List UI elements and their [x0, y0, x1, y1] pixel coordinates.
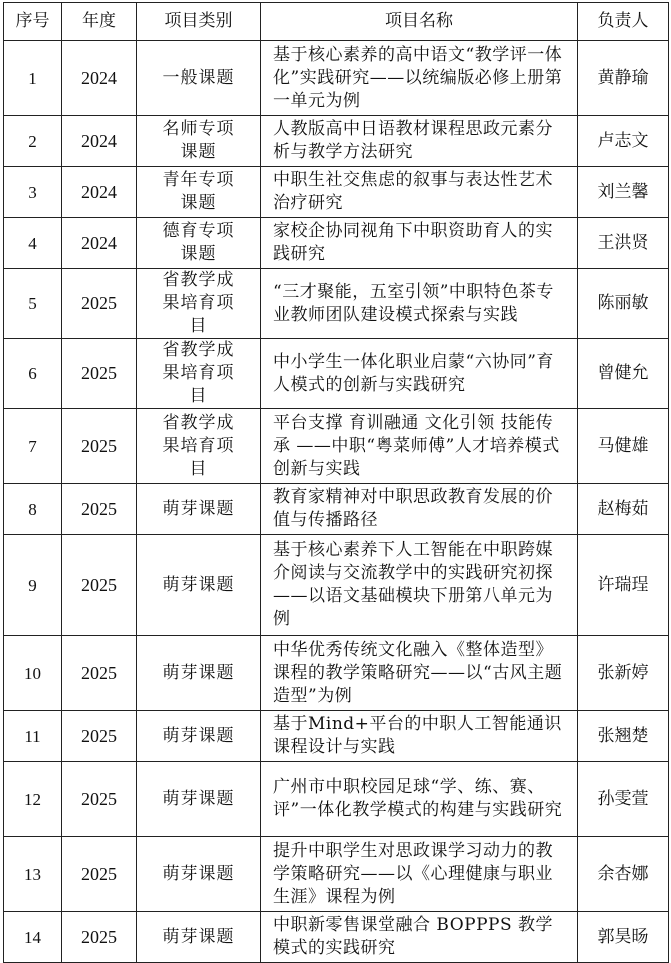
cell-year: 2025: [62, 837, 137, 912]
cell-name: 中小学生一体化职业启蒙“六协同”育人模式的创新与实践研究: [261, 339, 578, 409]
cell-name: 家校企协同视角下中职资助育人的实践研究: [261, 218, 578, 269]
cell-category: [137, 636, 261, 711]
category-text: 萌芽课题: [162, 863, 235, 884]
cell-category: [137, 409, 261, 484]
category-text: 名师专项课题: [162, 119, 235, 162]
cell-category: [137, 167, 261, 218]
cell-year: 2024: [62, 116, 137, 167]
cell-name: 基于Mind+平台的中职人工智能通识课程设计与实践: [261, 711, 578, 762]
cell-leader: 马健雄: [578, 409, 669, 484]
header-category: 项目类别: [137, 3, 261, 41]
cell-year: 2025: [62, 762, 137, 837]
cell-leader: 许瑞珵: [578, 535, 669, 636]
cell-name: 平台支撑 育训融通 文化引领 技能传承 ——中职“粤菜师傅”人才培养模式创新与实践: [261, 409, 578, 484]
cell-no: 1: [4, 41, 62, 116]
category-text: 萌芽课题: [162, 574, 235, 595]
table-row: [4, 636, 669, 711]
cell-no: 11: [4, 711, 62, 762]
category-text: 省教学成果培育项目: [162, 412, 235, 479]
cell-category: [137, 484, 261, 535]
category-text: 萌芽课题: [162, 725, 235, 746]
category-text: 萌芽课题: [162, 788, 235, 809]
category-text: 省教学成果培育项目: [162, 270, 235, 336]
cell-leader: 余杏娜: [578, 837, 669, 912]
table-row: [4, 116, 669, 167]
cell-no: 10: [4, 636, 62, 711]
category-text: 萌芽课题: [162, 498, 235, 519]
cell-year: 2025: [62, 484, 137, 535]
category-text: 一般课题: [162, 67, 235, 88]
cell-no: 2: [4, 116, 62, 167]
cell-category: [137, 535, 261, 636]
cell-year: 2025: [62, 339, 137, 409]
table-header-row: [4, 3, 669, 41]
header-leader: 负责人: [578, 3, 669, 41]
table-row: [4, 535, 669, 636]
header-no: 序号: [4, 3, 62, 41]
cell-no: 3: [4, 167, 62, 218]
table-row: [4, 218, 669, 269]
cell-leader: 赵梅茹: [578, 484, 669, 535]
cell-no: 12: [4, 762, 62, 837]
cell-name: “三才聚能，五室引领”中职特色茶专业教师团队建设模式探索与实践: [261, 269, 578, 339]
cell-leader: 孙雯萱: [578, 762, 669, 837]
cell-name: 广州市中职校园足球“学、练、赛、评”一体化教学模式的构建与实践研究: [261, 762, 578, 837]
cell-year: 2024: [62, 167, 137, 218]
cell-category: [137, 339, 261, 409]
table-row: [4, 484, 669, 535]
cell-year: 2025: [62, 711, 137, 762]
cell-year: 2025: [62, 269, 137, 339]
cell-leader: 张新婷: [578, 636, 669, 711]
cell-no: 8: [4, 484, 62, 535]
cell-leader: 曾健允: [578, 339, 669, 409]
table-row: [4, 41, 669, 116]
category-text: 萌芽课题: [162, 662, 235, 683]
table-row: [4, 762, 669, 837]
cell-year: 2024: [62, 218, 137, 269]
cell-year: 2025: [62, 535, 137, 636]
table-row: [4, 269, 669, 339]
cell-no: 7: [4, 409, 62, 484]
cell-no: 14: [4, 912, 62, 963]
cell-category: [137, 218, 261, 269]
project-table: [3, 2, 669, 963]
cell-year: 2025: [62, 912, 137, 963]
cell-year: 2025: [62, 409, 137, 484]
table-row: [4, 167, 669, 218]
header-year: 年度: [62, 3, 137, 41]
cell-no: 5: [4, 269, 62, 339]
cell-category: [137, 41, 261, 116]
cell-category: [137, 912, 261, 963]
cell-name: 中职生社交焦虑的叙事与表达性艺术治疗研究: [261, 167, 578, 218]
cell-leader: 黄静瑜: [578, 41, 669, 116]
cell-name: 中华优秀传统文化融入《整体造型》课程的教学策略研究——以“古风主题造型”为例: [261, 636, 578, 711]
cell-category: [137, 762, 261, 837]
cell-no: 6: [4, 339, 62, 409]
cell-name: 基于核心素养下人工智能在中职跨媒介阅读与交流教学中的实践研究初探——以语文基础模块下册第八单元为例: [261, 535, 578, 636]
cell-category: [137, 711, 261, 762]
cell-name: 人教版高中日语教材课程思政元素分析与教学方法研究: [261, 116, 578, 167]
cell-no: 13: [4, 837, 62, 912]
table-row: [4, 339, 669, 409]
header-name: 项目名称: [261, 3, 578, 41]
cell-leader: 刘兰馨: [578, 167, 669, 218]
category-text: 省教学成果培育项目: [162, 340, 235, 406]
cell-no: 4: [4, 218, 62, 269]
cell-name: 中职新零售课堂融合 BOPPPS 教学模式的实践研究: [261, 912, 578, 963]
cell-category: [137, 116, 261, 167]
cell-year: 2024: [62, 41, 137, 116]
cell-leader: 陈丽敏: [578, 269, 669, 339]
table-row: [4, 409, 669, 484]
cell-name: 提升中职学生对思政课学习动力的教学策略研究——以《心理健康与职业生涯》课程为例: [261, 837, 578, 912]
category-text: 青年专项课题: [162, 170, 235, 213]
cell-category: [137, 269, 261, 339]
cell-leader: 张翘楚: [578, 711, 669, 762]
cell-name: 基于核心素养的高中语文“教学评一体化”实践研究——以统编版必修上册第一单元为例: [261, 41, 578, 116]
category-text: 萌芽课题: [162, 926, 235, 947]
category-text: 德育专项课题: [162, 221, 235, 264]
cell-name: 教育家精神对中职思政教育发展的价值与传播路径: [261, 484, 578, 535]
cell-category: [137, 837, 261, 912]
table-row: [4, 711, 669, 762]
cell-leader: 郭昊旸: [578, 912, 669, 963]
table-row: [4, 912, 669, 963]
table-row: [4, 837, 669, 912]
cell-leader: 卢志文: [578, 116, 669, 167]
cell-year: 2025: [62, 636, 137, 711]
cell-no: 9: [4, 535, 62, 636]
cell-leader: 王洪贤: [578, 218, 669, 269]
